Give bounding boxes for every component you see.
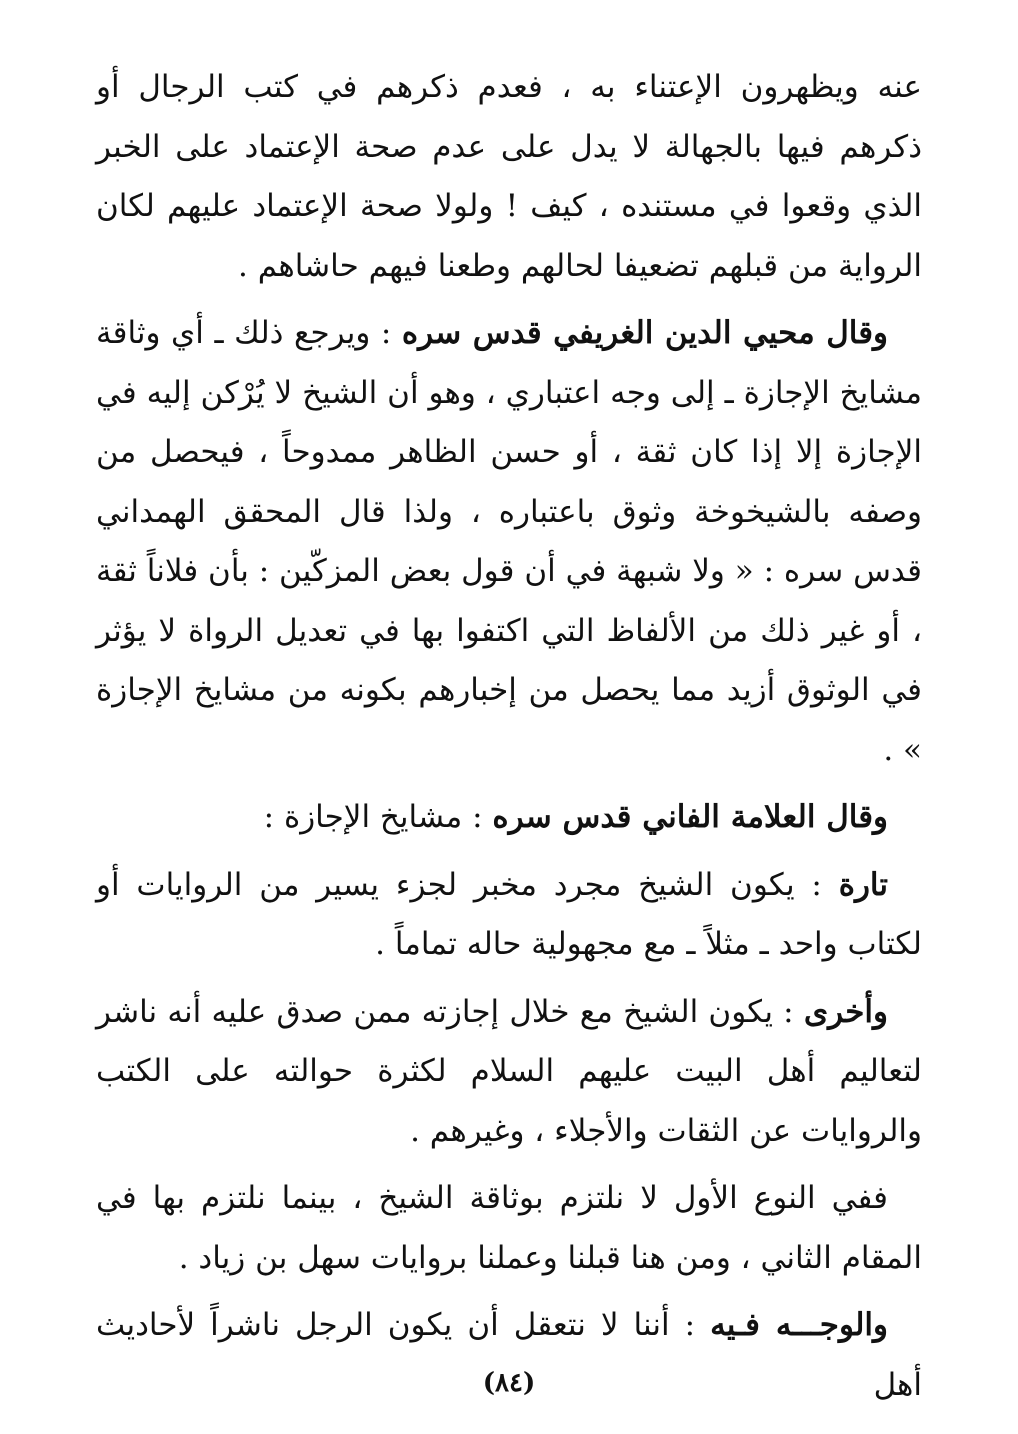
page-number: (٨٤) [482, 1368, 536, 1398]
paragraph-5 [96, 983, 922, 1162]
paragraph-7-lead: والوجـــه فـيه [710, 1307, 888, 1343]
paragraph-3 [96, 788, 922, 848]
paragraph-3-text: : مشايخ الإجازة : [263, 799, 493, 835]
paragraph-4-lead: تارة [838, 866, 888, 903]
paragraph-2-lead: وقال محيي الدين الغريفي قدس سره [401, 315, 888, 351]
paragraph-5-lead: وأخرى [803, 993, 888, 1030]
paragraph-4 [96, 856, 922, 975]
paragraph-7-text: : أننا لا نتعقل أن يكون الرجل ناشراً لأحاديث أهل [96, 1307, 922, 1403]
paragraph-6-text: ففي النوع الأول لا نلتزم بوثاقة الشيخ ، بينما نلتزم بها في المقام الثاني ، ومن هنا قبلنا وعملنا بروايات سهل بن زياد . [96, 1180, 922, 1276]
paragraph-2-text: : ويرجع ذلك ـ أي وثاقة مشايخ الإجازة ـ إلى وجه اعتباري ، وهو أن الشيخ لا يُرْكن إليه في الإجازة إلا إذا كان ثقة ، أو حسن الظاهر ممدوحاً ، فيحصل من وصفه بالشيخوخة وثوق باعتباره ، ولذا قال المحقق الهمداني قدس سره : « ولا شبهة في أن قول بعض المزكّين : بأن فلاناً ثقة ، أو غير ذلك من الألفاظ التي اكتفوا بها في تعديل الرواة لا يؤثر في الوثوق أزيد مما يحصل من إخبارهم بكونه من مشايخ الإجازة » . [96, 315, 922, 768]
paragraph-2 [96, 304, 922, 780]
paragraph-5-text: : يكون الشيخ مع خلال إجازته ممن صدق عليه أنه ناشر لتعاليم أهل البيت عليهم السلام لكثرة حوالته على الكتب والروايات عن الثقات والأجلاء ، وغيرهم . [96, 993, 922, 1149]
paragraph-6 [96, 1169, 922, 1288]
paragraph-4-text: : يكون الشيخ مجرد مخبر لجزء يسير من الروايات أو لكتاب واحد ـ مثلاً ـ مع مجهولية حاله تماماً . [96, 866, 922, 962]
paragraph-3-lead: وقال العلامة الفاني قدس سره [492, 799, 888, 835]
page-body [96, 58, 922, 1423]
paragraph-1 [96, 58, 922, 296]
paragraph-1-text: عنه ويظهرون الإعتناء به ، فعدم ذكرهم في كتب الرجال أو ذكرهم فيها بالجهالة لا يدل على عدم صحة الإعتماد على الخبر الذي وقعوا في مستنده ، كيف ! ولولا صحة الإعتماد عليهم لكان الرواية من قبلهم تضعيفا لحالهم وطعنا فيهم حاشاهم . [96, 69, 922, 284]
